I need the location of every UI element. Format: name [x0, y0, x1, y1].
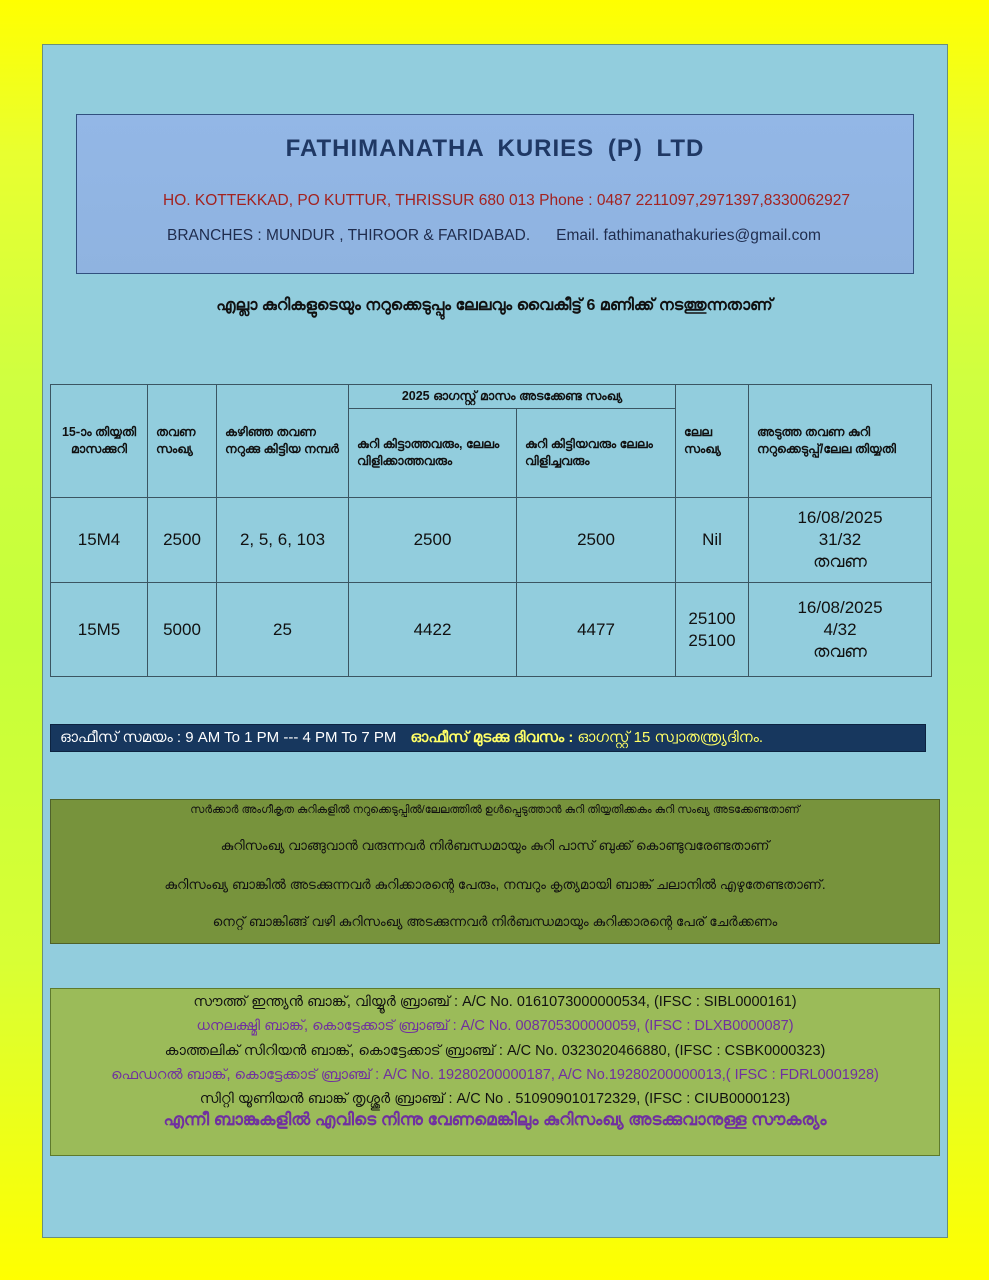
header-not-received: കുറി കിട്ടാത്തവരും, ലേലം വിളിക്കാത്തവരും — [349, 409, 517, 498]
next-installment: 4/32 — [823, 619, 857, 639]
cell-not-received: 4422 — [349, 583, 517, 677]
company-name: FATHIMANATHA KURIES (P) LTD — [285, 135, 705, 162]
holiday-label: ഓഫീസ് മുടക്കു ദിവസം : — [410, 729, 574, 746]
cell-not-received: 2500 — [349, 498, 517, 583]
rule-text: കുറിസംഖ്യ വാങ്ങുവാൻ വരുന്നവർ നിർബന്ധമായും കുറി പാസ് ബുക്ക് കൊണ്ടുവരേണ്ടതാണ് — [220, 838, 770, 853]
next-label: തവണ — [813, 552, 867, 571]
auction-value: Nil — [702, 530, 722, 549]
table-row — [51, 498, 932, 583]
cell-last-draw: 25 — [217, 583, 349, 677]
bank-account-line: സൗത്ത് ഇന്ത്യൻ ബാങ്ക്, വിയ്യൂർ ബ്രാഞ്ച് : A/C No. 0161073000000534, (IFSC : SIBL0000161) — [193, 994, 797, 1010]
bank-account-line: കാത്തലിക് സിറിയൻ ബാങ്ക്, കൊട്ടേക്കാട് ബ്രാഞ്ച് : A/C No. 0323020466880, (IFSC : CSBK0000323) — [164, 1043, 826, 1059]
auction-value: 25100 — [688, 630, 736, 650]
next-label: തവണ — [813, 641, 867, 661]
bank-account-line: ഫെഡറൽ ബാങ്ക്, കൊട്ടേക്കാട് ബ്രാഞ്ച് : A/C No. 19280200000187, A/C No.19280200000013,( IFSC : FDRL0001928) — [111, 1067, 879, 1083]
branches-line — [167, 227, 821, 245]
holiday-text: ഓഗസ്റ്റ് 15 സ്വാതന്ത്ര്യദിനം. — [577, 729, 764, 746]
table-row — [51, 583, 932, 677]
cell-installment: 5000 — [148, 583, 217, 677]
bank-account-line: ധനലക്ഷ്മി ബാങ്ക്, കൊട്ടേക്കാട് ബ്രാഞ്ച് : A/C No. 008705300000059, (IFSC : DLXB0000087) — [196, 1018, 794, 1034]
header-auction: ലേല സംഖ്യ — [676, 385, 749, 498]
next-date: 16/08/2025 — [797, 597, 883, 617]
rule-text: സർക്കാർ അംഗീകൃത കുറികളിൽ നറുക്കെടുപ്പിൽ/ലേലത്തിൽ ഉൾപ്പെടുത്താൻ കുറി തിയ്യതിക്കകം കുറി സംഖ്യ അടക്കേണ്ടതാണ് — [190, 804, 800, 816]
header-next-draw: അടുത്ത തവണ കുറി നറുക്കെടുപ്പ്/ലേല തിയ്യതി — [749, 385, 932, 498]
header-amount-group: 2025 ഓഗസ്റ്റ് മാസം അടക്കേണ്ട സംഖ്യ — [349, 385, 676, 409]
header-installment: തവണ സംഖ്യ — [148, 385, 217, 498]
company-address: HO. KOTTEKKAD, PO KUTTUR, THRISSUR 680 013 Phone : 0487 2211097,2971397,8330062927 — [163, 192, 850, 209]
cell-kuri: 15M5 — [51, 583, 148, 677]
cell-last-draw: 2, 5, 6, 103 — [217, 498, 349, 583]
branches-text: BRANCHES : MUNDUR , THIROOR & FARIDABAD. — [167, 227, 531, 244]
cell-received: 2500 — [517, 498, 676, 583]
kuri-table — [50, 384, 932, 677]
cell-next-draw — [749, 498, 932, 583]
rule-text: നെറ്റ് ബാങ്കിങ്ങ് വഴി കുറിസംഖ്യ അടക്കുന്നവർ നിർബന്ധമായും കുറിക്കാരന്റെ പേര് ചേർക്കണം — [212, 914, 778, 929]
header-received: കുറി കിട്ടിയവരും ലേലം വിളിച്ചവരും — [517, 409, 676, 498]
bank-payment-note: എന്നീ ബാങ്കുകളിൽ എവിടെ നിന്നു വേണമെങ്കിലും കുറിസംഖ്യ അടക്കുവാനുള്ള സൗകര്യം — [163, 1110, 827, 1129]
cell-next-draw — [749, 583, 932, 677]
bank-account-line: സിറ്റി യൂണിയൻ ബാങ്ക് തൃശ്ശൂർ ബ്രാഞ്ച് : A/C No . 510909010172329, (IFSC : CIUB0000123) — [199, 1091, 791, 1107]
draw-time-notice: എല്ലാ കുറികളുടെയും നറുക്കെടുപ്പും ലേലവും വൈകീട്ട് 6 മണിക്ക് നടത്തുന്നതാണ് — [216, 297, 773, 314]
cell-installment: 2500 — [148, 498, 217, 583]
cell-auction — [676, 498, 749, 583]
company-header — [76, 114, 914, 274]
cell-kuri: 15M4 — [51, 498, 148, 583]
office-hours-bar — [50, 724, 926, 752]
next-date: 16/08/2025 — [797, 508, 883, 527]
auction-value: 25100 — [688, 608, 736, 628]
header-last-draw: കഴിഞ്ഞ തവണ നറുക്കു കിട്ടിയ നമ്പർ — [217, 385, 349, 498]
header-kuri: 15-ാം തിയ്യതി മാസക്കുറി — [51, 385, 148, 498]
next-installment: 31/32 — [818, 530, 862, 549]
cell-received: 4477 — [517, 583, 676, 677]
bank-accounts-box — [50, 988, 940, 1156]
rule-text: കുറിസംഖ്യ ബാങ്കിൽ അടക്കുന്നവർ കുറിക്കാരന്റെ പേരും, നമ്പറും കൃത്യമായി ബാങ്ക് ചലാനിൽ എഴുതേണ്ടതാണ്. — [164, 877, 826, 892]
office-time: ഓഫീസ് സമയം : 9 AM To 1 PM --- 4 PM To 7 PM — [60, 729, 397, 746]
rules-box — [50, 799, 940, 944]
cell-auction — [676, 583, 749, 677]
email-text: Email. fathimanathakuries@gmail.com — [556, 227, 821, 244]
